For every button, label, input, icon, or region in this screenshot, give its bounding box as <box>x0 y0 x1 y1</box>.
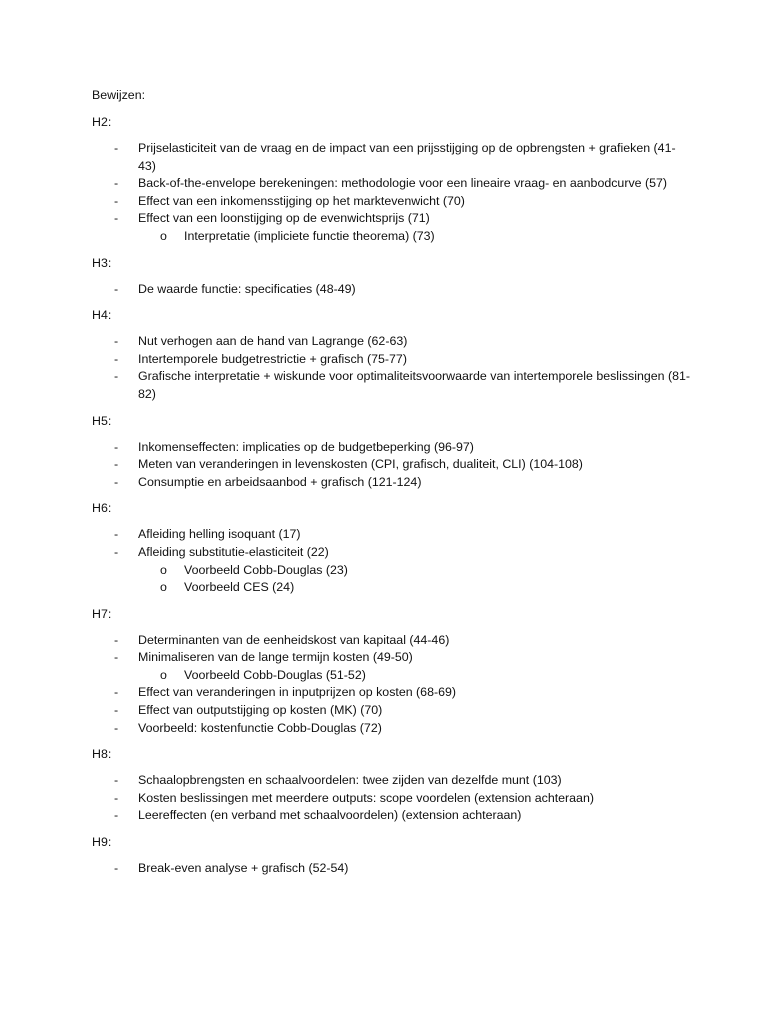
section-heading: H7: <box>92 606 112 621</box>
section-heading: H4: <box>92 308 112 323</box>
list-item <box>92 684 692 702</box>
sub-list-item <box>138 228 692 246</box>
list-item <box>92 807 692 825</box>
sections-container <box>92 113 692 878</box>
sub-list-wrapper <box>138 667 692 685</box>
list-item <box>92 210 692 245</box>
bullet-list <box>92 439 692 492</box>
list-item <box>92 772 692 790</box>
dash-bullet-icon: - <box>114 334 119 349</box>
dash-bullet-icon: - <box>114 141 119 155</box>
circle-bullet-icon: o <box>160 667 167 682</box>
list-item <box>92 649 692 684</box>
list-item-text: Leereffecten (en verband met schaalvoordelen) (extension achteraan) <box>138 808 522 823</box>
sub-list-item <box>138 579 692 597</box>
list-item-text: Intertemporele budgetrestrictie + grafisch (75-77) <box>138 351 407 366</box>
dash-bullet-icon: - <box>114 281 119 296</box>
bullet-list <box>92 632 692 738</box>
bullet-list <box>92 772 692 825</box>
list-item <box>92 860 692 878</box>
list-item <box>92 281 692 299</box>
list-item <box>92 790 692 808</box>
list-item-text: Nut verhogen aan de hand van Lagrange (62-63) <box>138 334 408 349</box>
list-item-text: Inkomenseffecten: implicaties op de budgetbeperking (96-97) <box>138 439 474 454</box>
dash-bullet-icon: - <box>114 685 119 700</box>
list-item-text: Grafische interpretatie + wiskunde voor optimaliteitsvoorwaarde van intertemporele beslissingen (81-82) <box>138 369 691 401</box>
list-item-text: Schaalopbrengsten en schaalvoordelen: twee zijden van dezelfde munt (103) <box>138 773 562 788</box>
sub-list-item-text: Voorbeeld CES (24) <box>184 580 295 595</box>
sub-bullet-list <box>138 228 692 246</box>
list-item-text: Afleiding helling isoquant (17) <box>138 527 301 542</box>
list-item <box>92 439 692 457</box>
dash-bullet-icon: - <box>114 176 119 191</box>
document-page <box>92 86 692 886</box>
section-heading: H8: <box>92 747 112 762</box>
bullet-list <box>92 281 692 299</box>
dash-bullet-icon: - <box>114 650 119 665</box>
list-item <box>92 351 692 369</box>
sub-bullet-list <box>138 667 692 685</box>
section-heading: H5: <box>92 413 112 428</box>
dash-bullet-icon: - <box>114 861 119 876</box>
list-item <box>92 456 692 474</box>
bullet-list <box>92 860 692 878</box>
dash-bullet-icon: - <box>114 632 119 647</box>
list-item-text: Back-of-the-envelope berekeningen: methodologie voor een lineaire vraag- en aanbodcurve (57) <box>138 176 668 191</box>
list-item-text: Voorbeeld: kostenfunctie Cobb-Douglas (72) <box>138 720 382 735</box>
dash-bullet-icon: - <box>114 193 119 208</box>
list-item-text: Determinanten van de eenheidskost van kapitaal (44-46) <box>138 632 450 647</box>
dash-bullet-icon: - <box>114 527 119 542</box>
dash-bullet-icon: - <box>114 720 119 735</box>
circle-bullet-icon: o <box>160 580 167 595</box>
sub-list-item-text: Interpretatie (impliciete functie theorema) (73) <box>184 228 435 243</box>
list-item-text: Kosten beslissingen met meerdere outputs: scope voordelen (extension achteraan) <box>138 790 594 805</box>
section-heading: H6: <box>92 501 112 516</box>
list-item-text: Meten van veranderingen in levenskosten (CPI, grafisch, dualiteit, CLI) (104-108) <box>138 457 583 472</box>
list-item <box>92 474 692 492</box>
list-item <box>92 526 692 544</box>
dash-bullet-icon: - <box>114 457 119 472</box>
sub-list-item <box>138 667 692 685</box>
list-item <box>92 193 692 211</box>
dash-bullet-icon: - <box>114 544 119 559</box>
section-heading: H9: <box>92 835 112 850</box>
list-item-text: Minimaliseren van de lange termijn kosten (49-50) <box>138 650 413 665</box>
dash-bullet-icon: - <box>114 474 119 489</box>
dash-bullet-icon: - <box>114 369 119 384</box>
sub-list-wrapper <box>138 228 692 246</box>
bullet-list <box>92 333 692 403</box>
list-item-text: Consumptie en arbeidsaanbod + grafisch (121-124) <box>138 474 422 489</box>
list-item-text: Effect van een loonstijging op de evenwichtsprijs (71) <box>138 211 430 226</box>
dash-bullet-icon: - <box>114 351 119 366</box>
list-item <box>92 333 692 351</box>
list-item-text: Effect van veranderingen in inputprijzen op kosten (68-69) <box>138 685 456 700</box>
list-item <box>92 140 692 175</box>
dash-bullet-icon: - <box>114 773 119 788</box>
list-item <box>92 632 692 650</box>
list-item <box>92 702 692 720</box>
list-item-text: Effect van outputstijging op kosten (MK) (70) <box>138 703 383 718</box>
list-item <box>92 544 692 597</box>
list-item <box>92 175 692 193</box>
bullet-list <box>92 526 692 596</box>
sub-list-item <box>138 562 692 580</box>
section-heading: H2: <box>92 115 112 129</box>
list-item-text: Prijselasticiteit van de vraag en de impact van een prijsstijging op de opbrengsten + grafieken (41-43) <box>138 141 676 173</box>
list-item-text: Effect van een inkomensstijging op het marktevenwicht (70) <box>138 193 465 208</box>
list-item-text: De waarde functie: specificaties (48-49) <box>138 281 356 296</box>
document-title: Bewijzen: <box>92 88 146 102</box>
dash-bullet-icon: - <box>114 211 119 226</box>
list-item-text: Break-even analyse + grafisch (52-54) <box>138 861 349 876</box>
bullet-list <box>92 140 692 246</box>
dash-bullet-icon: - <box>114 808 119 823</box>
sub-list-wrapper <box>138 562 692 597</box>
sub-bullet-list <box>138 562 692 597</box>
circle-bullet-icon: o <box>160 562 167 577</box>
sub-list-item-text: Voorbeeld Cobb-Douglas (23) <box>184 562 348 577</box>
section-heading: H3: <box>92 255 112 270</box>
dash-bullet-icon: - <box>114 790 119 805</box>
dash-bullet-icon: - <box>114 703 119 718</box>
list-item <box>92 720 692 738</box>
list-item <box>92 368 692 403</box>
dash-bullet-icon: - <box>114 439 119 454</box>
sub-list-item-text: Voorbeeld Cobb-Douglas (51-52) <box>184 667 366 682</box>
circle-bullet-icon: o <box>160 228 167 243</box>
list-item-text: Afleiding substitutie-elasticiteit (22) <box>138 544 329 559</box>
